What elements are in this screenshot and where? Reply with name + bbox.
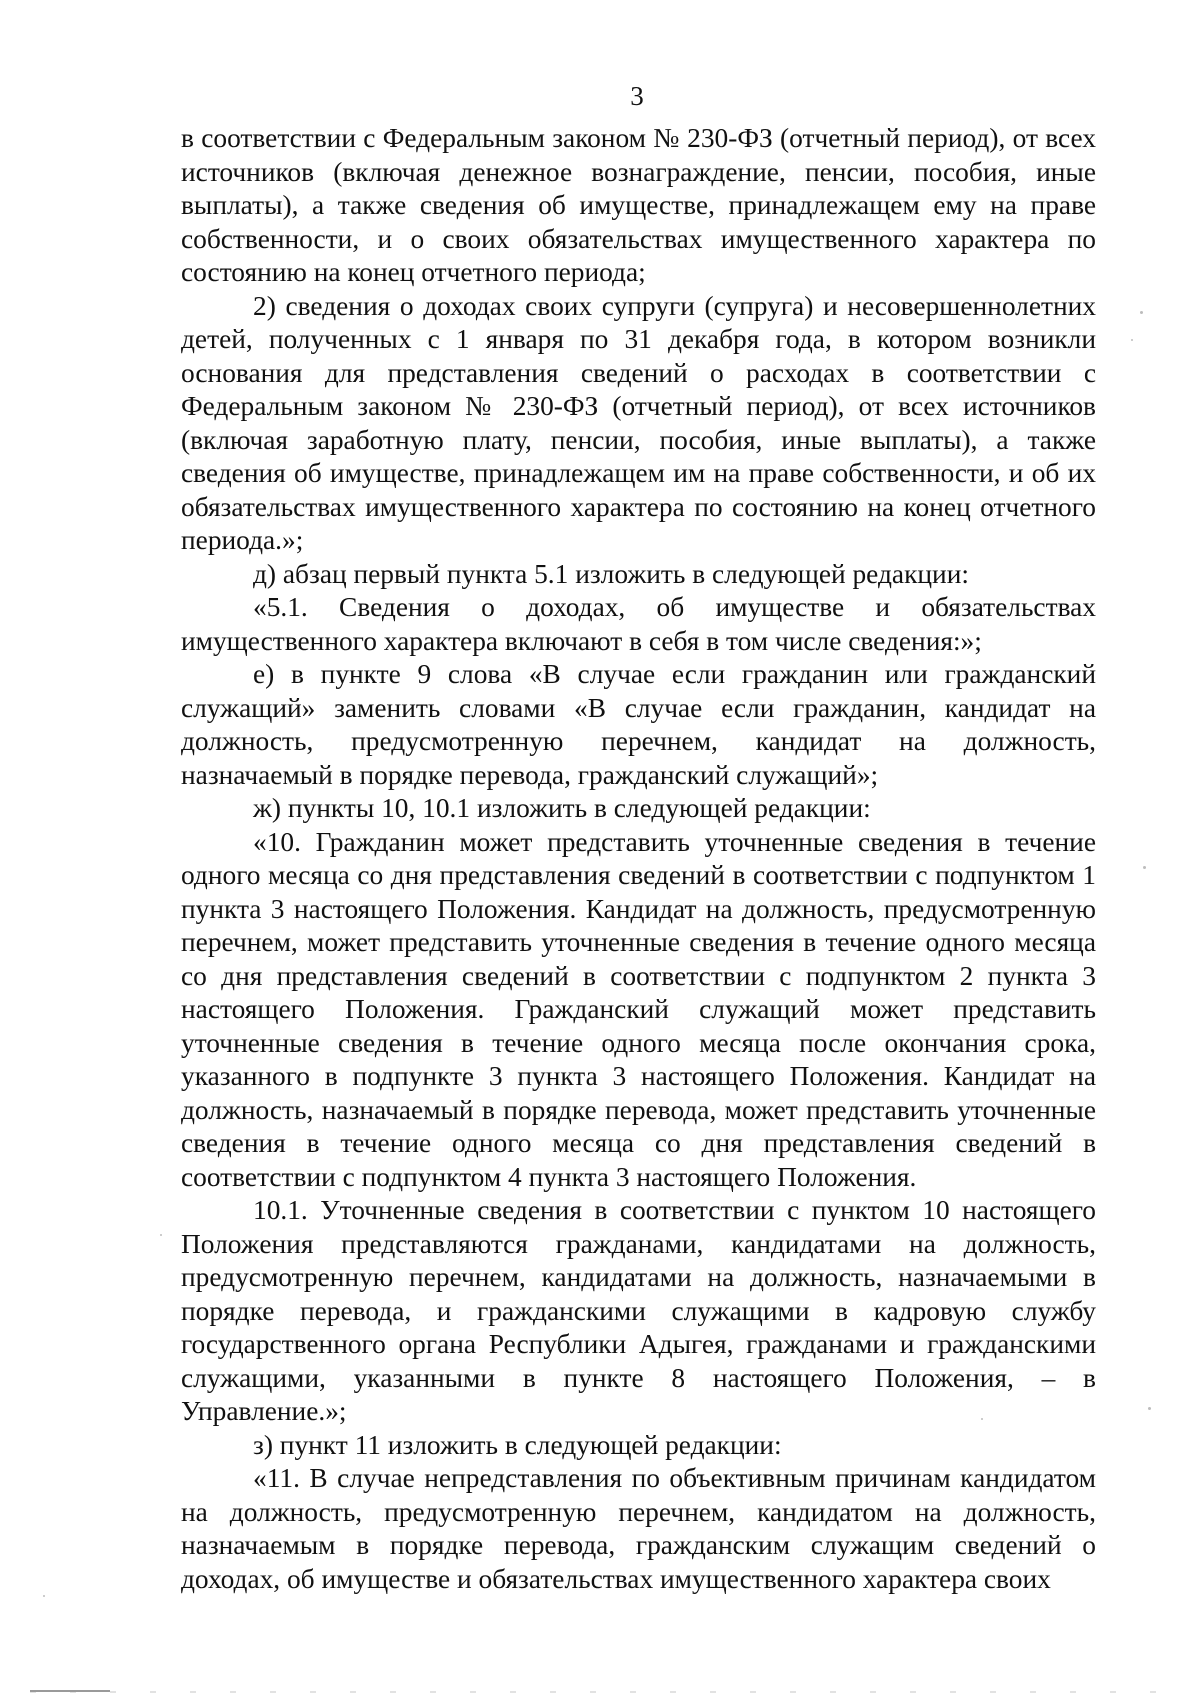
paragraph-quote-10-1: 10.1. Уточненные сведения в соответствии с пунктом 10 настоящего Положения представляются гражданами, кандидатами на должность, предусмотренную перечнем, кандидатами на должность, назначаемыми в порядке перевода, и гражданскими служащими в кадровую службу государственного органа Республики Адыгея, гражданами и гражданскими служащими, указанными в пункте 8 настоящего Положения, – в Управление.»;: [181, 1195, 1096, 1426]
scan-speck: [1131, 339, 1133, 341]
paragraph-continuation: в соответствии с Федеральным законом № 230-ФЗ (отчетный период), от всех источников (включая денежное вознаграждение, пенсии, пособия, иные выплаты), а также сведения об имуществе, принадлежащем ему на праве собственности, и о своих обязательствах имущественного характера по состоянию на конец отчетного периода;: [181, 123, 1096, 287]
paragraph-item-z: з) пункт 11 изложить в следующей редакции:: [253, 1429, 782, 1460]
scan-speck: [1143, 866, 1146, 869]
paragraph-item-d: д) абзац первый пункта 5.1 изложить в следующей редакции:: [253, 558, 969, 589]
paragraph-item-zh: ж) пункты 10, 10.1 изложить в следующей редакции:: [253, 793, 871, 823]
paragraph-item-2: 2) сведения о доходах своих супруги (супруга) и несовершеннолетних детей, полученных с 1 января по 31 декабря года, в котором возникли основания для представления сведений о расходах в соответствии с Федеральным законом № 230-ФЗ (отчетный период), от всех источников (включая заработную плату, пенсии, пособия, иные выплаты), а также сведения об имуществе, принадлежащем им на праве собственности, и об их обязательствах имущественного характера по состоянию на конец отчетного периода.»;: [181, 290, 1096, 555]
document-body: [181, 122, 1096, 1596]
scan-speck: [981, 1418, 983, 1420]
paragraph-item-e: е) в пункте 9 слова «В случае если гражданин или гражданский служащий» заменить словами «В случае если гражданин, кандидат на должность, предусмотренную перечнем, кандидат на должность, назначаемый в порядке перевода, гражданский служащий»;: [181, 659, 1096, 790]
scan-speck: [1148, 1407, 1151, 1410]
paragraph-quote-11: «11. В случае непредставления по объективным причинам кандидатом на должность, предусмотренную перечнем, кандидатом на должность, назначаемым в порядке перевода, гражданским служащим сведений о доходах, об имуществе и обязательствах имущественного характера своих: [181, 1463, 1096, 1594]
page-number: 3: [630, 81, 644, 111]
scan-bottom-edge-mark: [30, 1690, 110, 1692]
scan-speck: [43, 1595, 45, 1597]
paragraph-quote-10: «10. Гражданин может представить уточненные сведения в течение одного месяца со дня представления сведений в соответствии с подпунктом 1 пункта 3 настоящего Положения. Кандидат на должность, предусмотренную перечнем, может представить уточненные сведения в течение одного месяца со дня представления сведений в соответствии с подпунктом 2 пункта 3 настоящего Положения. Гражданский служащий может представить уточненные сведения в течение одного месяца после окончания срока, указанного в подпункте 3 пункта 3 настоящего Положения. Кандидат на должность, назначаемый в порядке перевода, может представить уточненные сведения в течение одного месяца со дня представления сведений в соответствии с подпунктом 4 пункта 3 настоящего Положения.: [181, 826, 1096, 1192]
scan-speck: [160, 1234, 162, 1236]
paragraph-quote-5-1: «5.1. Сведения о доходах, об имуществе и обязательствах имущественного характера включают в себя в том числе сведения:»;: [181, 592, 1096, 656]
scan-bottom-edge: [30, 1691, 1170, 1693]
scan-speck: [1140, 311, 1143, 314]
